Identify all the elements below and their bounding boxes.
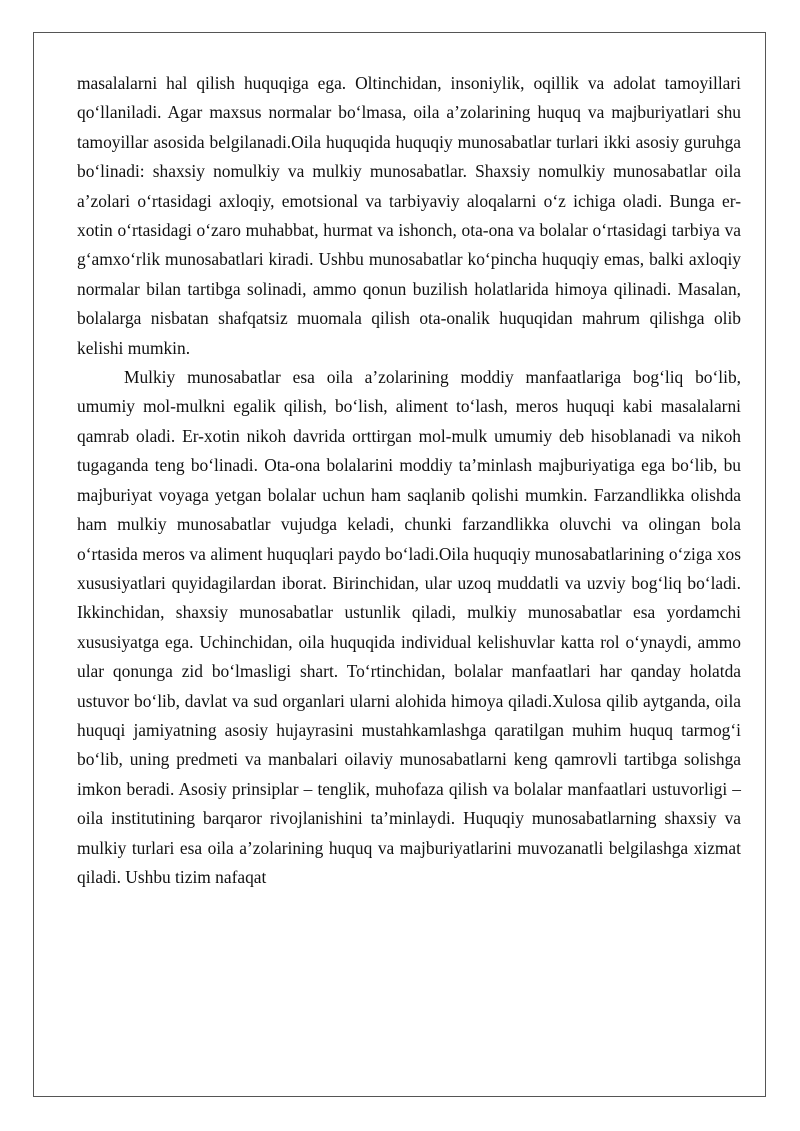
paragraph-continuation: masalalarni hal qilish huquqiga ega. Oltinchidan, insoniylik, oqillik va adolat tamoyillari qo‘llaniladi. Agar maxsus normalar bo‘lmasa, oila a’zolarining huquq va majburiyatlari shu tamoyillar asosida belgilanadi.Oila huquqida huquqiy munosabatlar turlari ikki asosiy guruhga bo‘linadi: shaxsiy nomulkiy va mulkiy munosabatlar. Shaxsiy nomulkiy munosabatlar oila a’zolari o‘rtasidagi axloqiy, emotsional va tarbiyaviy aloqalarni o‘z ichiga oladi. Bunga er-xotin o‘rtasidagi o‘zaro muhabbat, hurmat va ishonch, ota-ona va bolalar o‘rtasidagi tarbiya va g‘amxo‘rlik munosabatlari kiradi. Ushbu munosabatlar ko‘pincha huquqiy emas, balki axloqiy normalar bilan tartibga solinadi, ammo qonun buzilish holatlarida himoya qilinadi. Masalan, bolalarga nisbatan shafqatsiz muomala qilish ota-onalik huquqidan mahrum qilishga olib kelishi mumkin. [77, 73, 741, 358]
document-body [77, 69, 741, 892]
paragraph-mulkiy-munosabatlar: Mulkiy munosabatlar esa oila a’zolarining moddiy manfaatlariga bog‘liq bo‘lib, umumiy mol-mulkni egalik qilish, bo‘lish, aliment to‘lash, meros huquqi kabi masalalarni qamrab oladi. Er-xotin nikoh davrida orttirgan mol-mulk umumiy deb hisoblanadi va nikoh tugaganda teng bo‘linadi. Ota-ona bolalarini moddiy ta’minlash majburiyatiga ega bo‘lib, bu majburiyat voyaga yetgan bolalar uchun ham saqlanib qolishi mumkin. Farzandlikka olishda ham mulkiy munosabatlar vujudga keladi, chunki farzandlikka oluvchi va olingan bola o‘rtasida meros va aliment huquqlari paydo bo‘ladi.Oila huquqiy munosabatlarining o‘ziga xos xususiyatlari quyidagilardan iborat. Birinchidan, ular uzoq muddatli va uzviy bog‘liq bo‘ladi. Ikkinchidan, shaxsiy munosabatlar ustunlik qiladi, mulkiy munosabatlar esa yordamchi xususiyatga ega. Uchinchidan, oila huquqida individual kelishuvlar katta rol o‘ynaydi, ammo ular qonunga zid bo‘lmasligi shart. To‘rtinchidan, bolalar manfaatlari har qanday holatda ustuvor bo‘lib, davlat va sud organlari ularni alohida himoya qiladi.Xulosa qilib aytganda, oila huquqi jamiyatning asosiy hujayrasini mustahkamlashga qaratilgan muhim huquq tarmog‘i bo‘lib, uning predmeti va manbalari oilaviy munosabatlarni keng qamrovli tartibga solishga imkon beradi. Asosiy prinsiplar – tenglik, muhofaza qilish va bolalar manfaatlari ustuvorligi – oila institutining barqaror rivojlanishini ta’minlaydi. Huquqiy munosabatlarning shaxsiy va mulkiy turlari esa oila a’zolarining huquq va majburiyatlarini muvozanatli belgilashga xizmat qiladi. Ushbu tizim nafaqat [77, 367, 741, 887]
